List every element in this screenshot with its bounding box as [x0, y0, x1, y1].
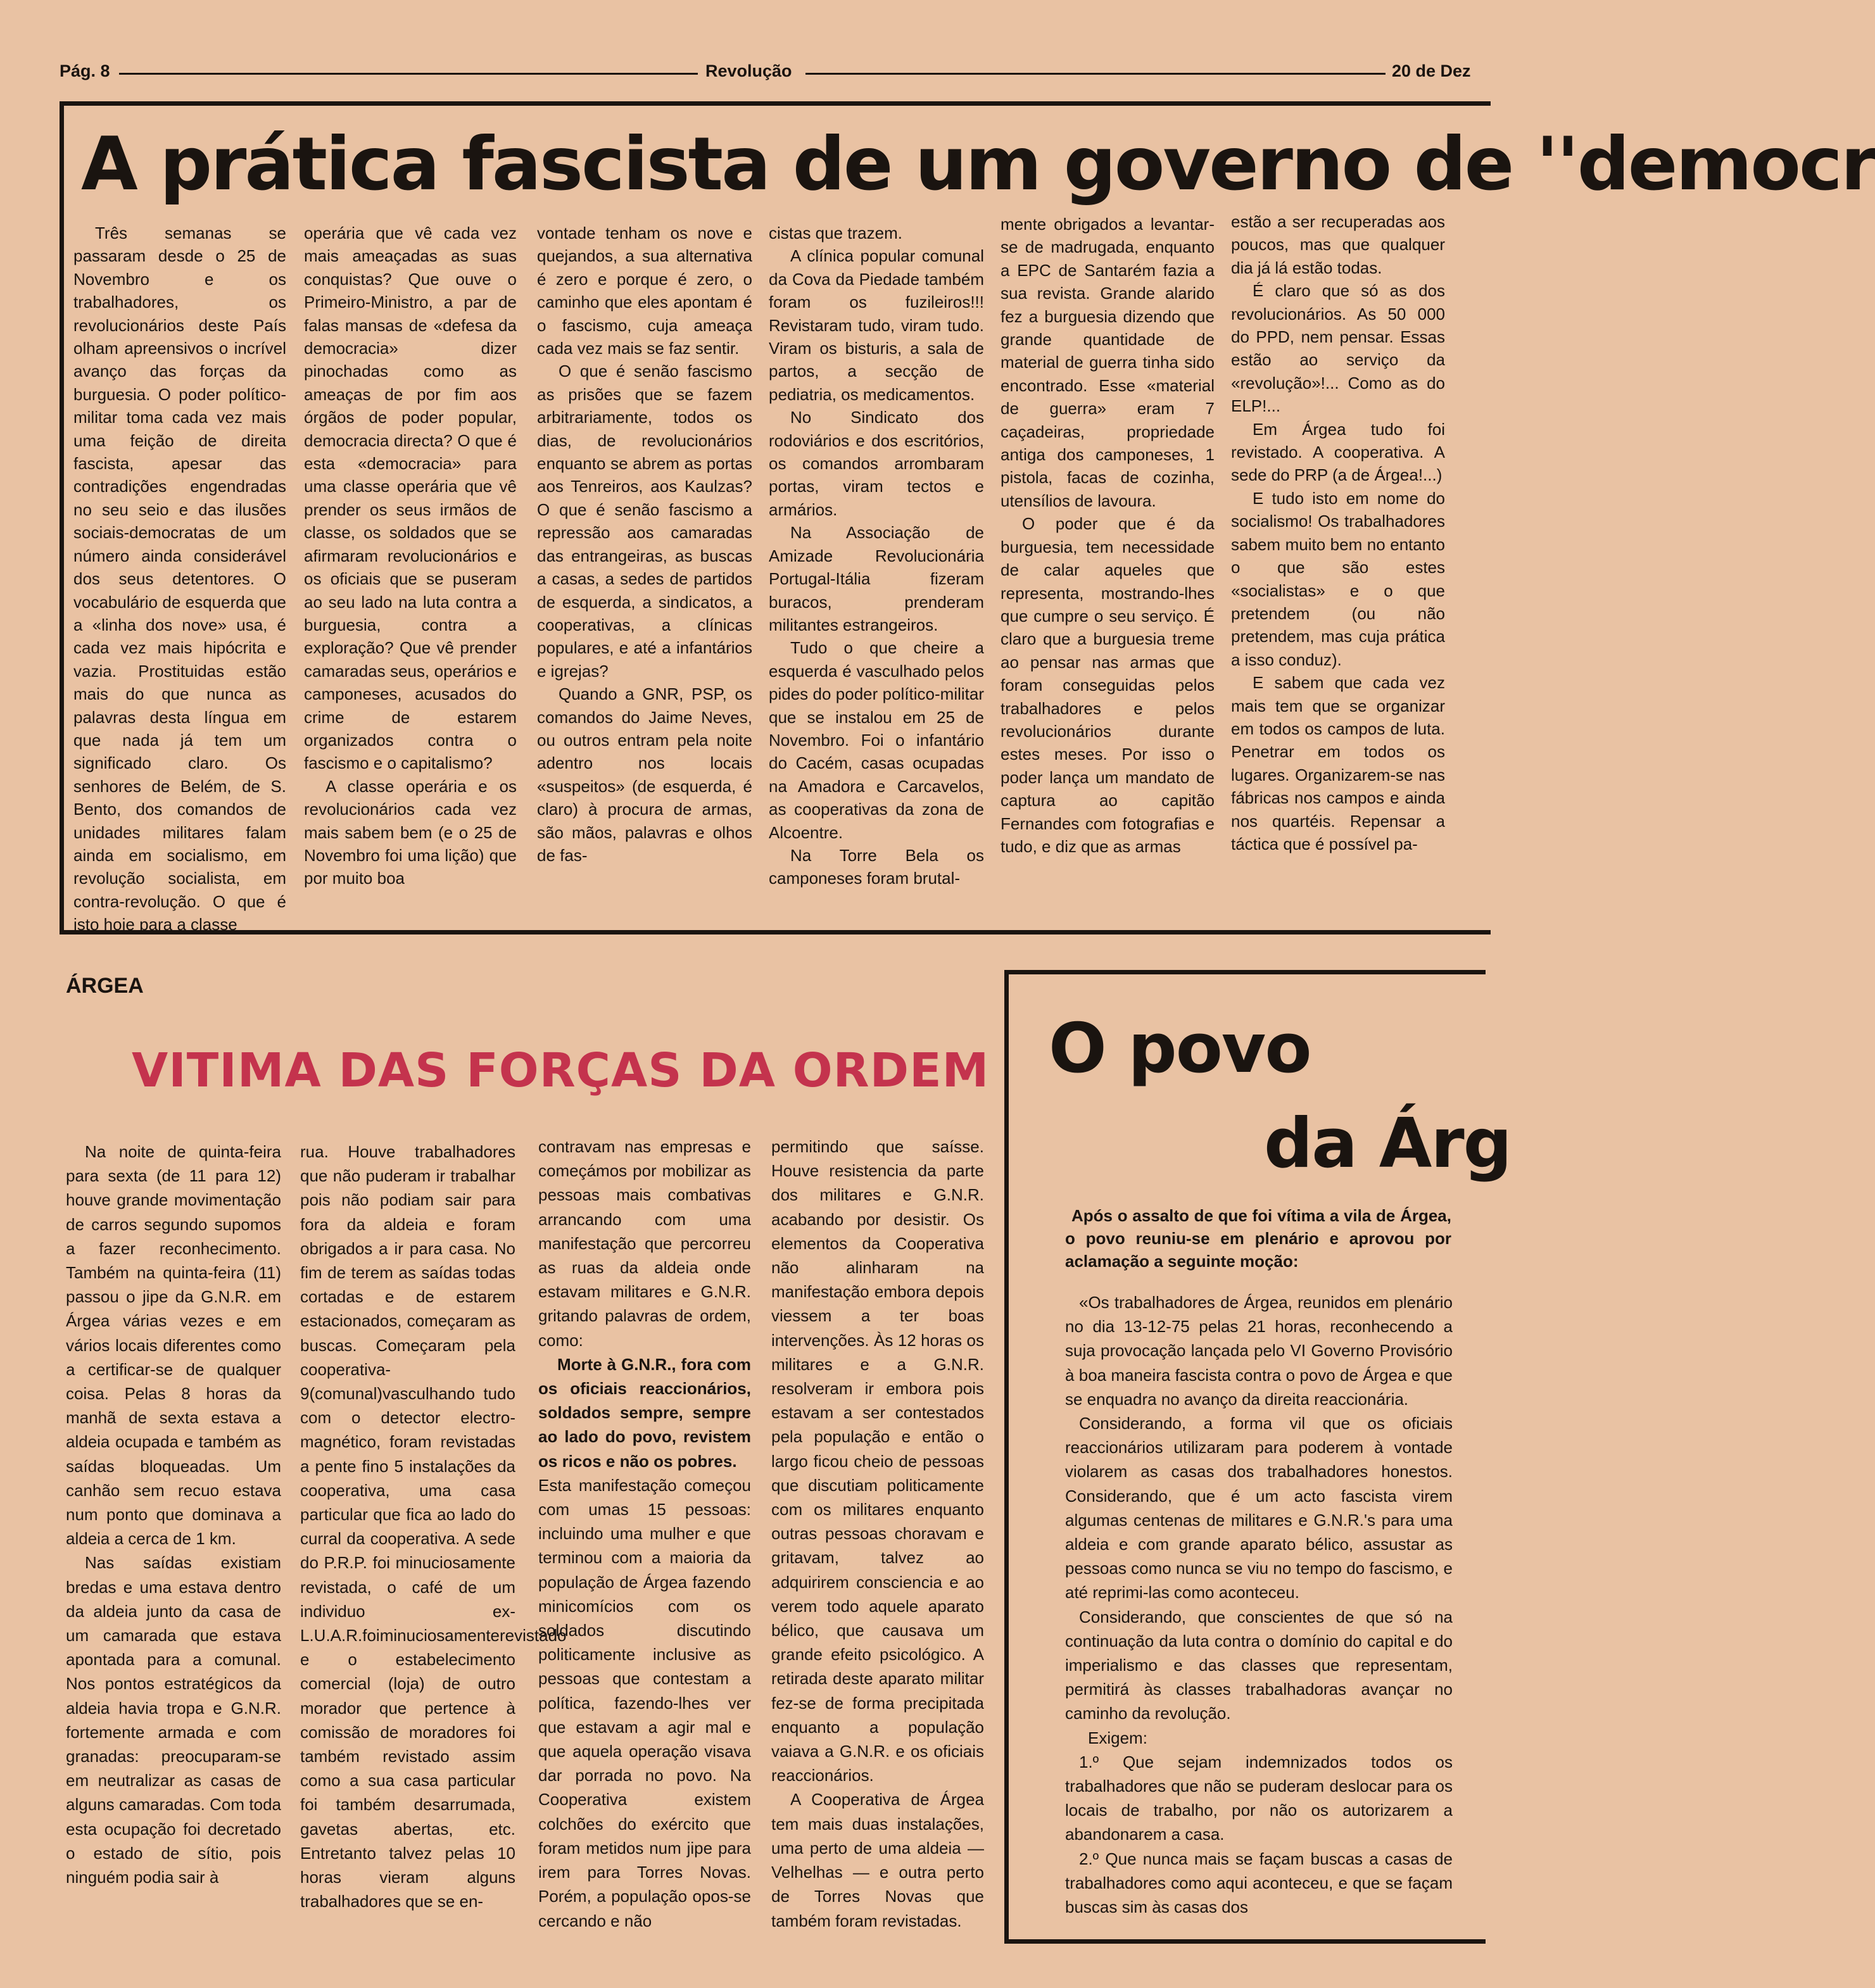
povo-title-line-1: O povo	[1049, 1009, 1311, 1088]
paragraph: permitindo que saísse. Houve resistencia da parte dos militares e G.N.R. acabando por desistir. Os elementos da Cooperativa não alinharam na manifestação embora depois viessem a ter boas intervenções. Às 12 horas os militares e a G.N.R. resolveram ir embora pois estavam a ser contestados pela população e então o largo ficou cheio de pessoas que discutiam politicamente com os militares enquanto outras pessoas choravam e gritavam, talvez ao adquirirem consciencia e ao verem todo aquele aparato bélico, que causava um grande efeito psicológico. A retirada deste aparato militar fez-se de forma precipitada enquanto a população vaiava a G.N.R. e os oficiais reaccionários.	[771, 1137, 984, 1785]
paragraph: Quando a GNR, PSP, os comandos do Jaime Neves, ou outros entram pela noite adentro nos locais «suspeitos» (de esquerda, é claro) à procura de armas, são mãos, palavras e olhos de fas-	[537, 684, 752, 865]
argea-column-3	[538, 1135, 751, 1956]
section-label: ÁRGEA	[66, 974, 144, 998]
page-number: Pág. 8	[60, 61, 110, 80]
paragraph: «Os trabalhadores de Árgea, reunidos em plenário no dia 13-12-75 pelas 21 horas, reconhecendo a suja provocação lançada pelo VI Governo Provisório à boa maneira fascista contra o povo de Árgea e que se enquadra no avanço da direita reaccionária.	[1065, 1293, 1453, 1409]
top-article-column-2	[304, 222, 517, 923]
paragraph: E tudo isto em nome do socialismo! Os trabalhadores sabem muito bem no entanto o que são estes «socialistas» e o que pretendem (ou não pretendem, mas cuja prática a isso conduz).	[1231, 488, 1445, 669]
paragraph: Em Árgea tudo foi revistado. A cooperativa. A sede do PRP (a de Árgea!...)	[1231, 419, 1445, 485]
povo-intro: Após o assalto de que foi vítima a vila de Árgea, o povo reuniu-se em plenário e aprovou por aclamação a seguinte moção:	[1065, 1206, 1451, 1271]
header-rule-left	[119, 73, 698, 75]
povo-title-line-2: da Árg	[1264, 1104, 1511, 1183]
povo-body	[1065, 1290, 1453, 1936]
top-article-headline: A prática fascista de um governo de ''democr	[81, 122, 1875, 207]
top-article-column-4	[769, 222, 984, 923]
paragraph: O que é senão fascismo as prisões que se fazem arbitrariamente, todos os dias, de revolucionários enquanto se abrem as portas aos Tenreiros, aos Kaulzas? O que é senão fascismo a repressão aos camaradas das entrangeiras, as buscas a casas, a sedes de partidos de esquerda, a sindicatos, a cooperativas, a clínicas populares, e até a infantários e igrejas?	[537, 362, 752, 681]
paragraph: estão a ser recuperadas aos poucos, mas que qualquer dia já lá estão todas.	[1231, 212, 1445, 277]
paragraph	[538, 1352, 751, 1473]
paragraph: Considerando, que conscientes de que só na continuação da luta contra o domínio do capital e do imperialismo e das classes que representam, permitirá às classes trabalhadoras avançar no caminho da revolução.	[1065, 1607, 1453, 1723]
paragraph: Esta manifestação começou com umas 15 pessoas: incluindo uma mulher e que terminou com a maioria da população de Árgea fazendo minicomícios com os soldados discutindo politicamente inclusive as pessoas que contestam a política, fazendo-lhes ver que estavam a agir mal e que aquela operação visava dar porrada no povo. Na Cooperativa existem colchões do exército que foram metidos num jipe para irem para Torres Novas. Porém, a população opos-se cercando e não	[538, 1475, 751, 1930]
paragraph: Três semanas se passaram desde o 25 de Novembro e os trabalhadores, os revolucionários deste País olham apreensivos o incrível avanço das forças da burguesia. O poder político-militar toma cada vez mais uma feição de direita fascista, apesar das contradições engendradas no seu seio e das ilusões sociais-democratas de um número ainda considerável dos seus detentores. O vocabulário de esquerda que a «linha dos nove» usa, é cada vez mais hipócrita e vazia. Prostituidas estão mais do que nunca as palavras desta língua em que nada já tem um significado claro. Os senhores de Belém, de S. Bento, dos comandos de unidades militares falam ainda em socialismo, em revolução socialista, em contra-revolução. O que é isto hoje para a classe	[73, 223, 286, 934]
paragraph: cistas que trazem.	[769, 223, 902, 242]
demand-item: 2.º Que nunca mais se façam buscas a casas de trabalhadores como aqui aconteceu, e que se façam buscas sim às casas dos	[1065, 1849, 1453, 1917]
paragraph: Nas saídas existiam bredas e uma estava dentro da aldeia junto da casa de um camarada que estava apontada para a comunal. Nos pontos estratégicos da aldeia havia tropa e G.N.R. fortemente armada e com granadas: preocuparam-se em neutralizar as casas de alguns camaradas. Com toda esta ocupação foi decretado o estado de sítio, pois ninguém podia sair à	[66, 1553, 281, 1887]
top-article-column-6	[1231, 210, 1445, 923]
issue-date: 20 de Dez	[1392, 61, 1471, 80]
newspaper-name: Revolução	[705, 61, 792, 80]
argea-headline: VITIMA DAS FORÇAS DA ORDEM	[132, 1043, 990, 1098]
paragraph: contravam nas empresas e começámos por mobilizar as pessoas mais combativas arrancando com uma manifestação que percorreu as ruas da aldeia onde estavam militares e G.N.R. gritando palavras de ordem, como:	[538, 1137, 751, 1350]
header-rule-right	[805, 73, 1386, 75]
paragraph: A clínica popular comunal da Cova da Piedade também foram os fuzileiros!!! Revistaram tudo, viram tudo. Viram os bisturis, a sala de partos, a secção de pediatria, os medicamentos.	[769, 246, 984, 404]
demand-item: 1.º Que sejam indemnizados todos os trabalhadores que não se puderam deslocar para os locais de trabalho, por não os autorizarem a abandonarem a casa.	[1065, 1752, 1453, 1844]
argea-column-4	[771, 1135, 984, 1956]
top-article-column-5	[1001, 213, 1215, 923]
paragraph: Tudo o que cheire a esquerda é vasculhado pelos pides do poder político-militar que se instalou em 25 de Novembro. Foi o infantário do Cacém, casas ocupadas na Amadora e Carcavelos, as cooperativas da zona de Alcoentre.	[769, 638, 984, 842]
argea-column-1	[66, 1140, 281, 1956]
paragraph: rua. Houve trabalhadores que não puderam ir trabalhar pois não podiam sair para fora da aldeia e foram obrigados a ir para casa. No fim de terem as saídas todas cortadas e de estarem estacionados, começaram as buscas. Começaram pela cooperativa-9(comunal)vasculhando tudo com o detector electro-magnético, foram revistadas a pente fino 5 instalações da cooperativa, uma casa particular que fica ao lado do curral da cooperativa. A sede do P.R.P. foi minuciosamente revistada, o café de um individuo ex-L.U.A.R.foiminuciosamenterevistado e o estabelecimento comercial (loja) de outro morador que pertence à comissão de moradores foi também revistado assim como a sua casa particular foi também desarrumada, gavetas abertas, etc. Entretanto talvez pelas 10 horas vieram alguns trabalhadores que se en-	[300, 1142, 567, 1911]
paragraph: Na Associação de Amizade Revolucionária Portugal-Itália fizeram buracos, prenderam militantes estrangeiros.	[769, 523, 984, 634]
argea-column-2	[300, 1140, 567, 1956]
slogans: Morte à G.N.R., fora com os oficiais reaccionários, soldados sempre, sempre ao lado do povo, revistem os ricos e não os pobres.	[538, 1354, 751, 1471]
paragraph: O poder que é da burguesia, tem necessidade de calar aqueles que representa, mostrando-lhes que cumpre o seu serviço. É claro que a burguesia treme ao pensar nas armas que foram conseguidas pelos trabalhadores e pelos revolucionários durante estes meses. Por isso o poder lança um mandato de captura ao capitão Fernandes com fotografias e tudo, e diz que as armas	[1001, 514, 1215, 856]
paragraph: mente obrigados a levantar-se de madrugada, enquanto a EPC de Santarém fazia a sua revista. Grande alarido fez a burguesia dizendo que grande quantidade de material de guerra tinha sido encontrado. Esse «material de guerra» eram 7 caçadeiras, propriedade antiga dos camponeses, 1 pistola, facas de cozinha, utensílios de lavoura.	[1001, 215, 1215, 510]
paragraph: operária que vê cada vez mais ameaçadas as suas conquistas? Que ouve o Primeiro-Ministro, a par de falas mansas de «defesa da democracia» dizer pinochadas como as ameaças de por fim aos órgãos de poder popular, democracia directa? O que é esta «democracia» para uma classe operária que vê prender os seus irmãos de classe, os soldados que se afirmaram revolucionários e os oficiais que se puseram ao seu lado na luta contra a burguesia, contra a exploração? Que vê prender camaradas seus, operários e camponeses, acusados do crime de estarem organizados contra o fascismo e o capitalismo?	[304, 223, 517, 773]
paragraph: É claro que só as dos revolucionários. As 50 000 do PPD, nem pensar. Essas estão ao serviço da «revolução»!... Como as do ELP!...	[1231, 281, 1445, 416]
paragraph: Na noite de quinta-feira para sexta (de 11 para 12) houve grande movimentação de carros segundo supomos a fazer reconhecimento. Também na quinta-feira (11) passou o jipe da G.N.R. em Árgea várias vezes e em vários locais diferentes como a certificar-se de qualquer coisa. Pelas 8 horas da manhã de sexta estava a aldeia ocupada e também as saídas bloqueadas. Um canhão sem recuo estava num ponto que dominava a aldeia a cerca de 1 km.	[66, 1142, 281, 1549]
top-article-column-3	[537, 222, 752, 923]
paragraph: E sabem que cada vez mais tem que se organizar em todos os campos de luta. Penetrar em todos os lugares. Organizarem-se nas fábricas nos campos e ainda nos quartéis. Repensar a táctica que é possível pa-	[1231, 673, 1445, 853]
paragraph: A Cooperativa de Árgea tem mais duas instalações, uma perto de uma aldeia — Velhelhas — e outra perto de Torres Novas que também foram revistadas.	[771, 1790, 984, 1930]
demands-heading: Exigem:	[1088, 1728, 1147, 1747]
paragraph: Na Torre Bela os camponeses foram brutal-	[769, 845, 984, 888]
top-article-column-1	[73, 222, 286, 934]
paragraph: Considerando, a forma vil que os oficiais reaccionários utilizaram para poderem à vontade violarem as casas dos trabalhadores honestos. Considerando, que é um acto fascista virem algumas centenas de militares e G.N.R.'s para uma aldeia e com grande aparato bélico, assustar as pessoas como nunca se viu no tempo do fascismo, e até reprimi-las como aconteceu.	[1065, 1414, 1453, 1602]
paragraph: No Sindicato dos rodoviários e dos escritórios, os comandos arrombaram portas, viram tectos e armários.	[769, 408, 984, 519]
paragraph: vontade tenham os nove e quejandos, a sua alternativa é zero e porque é zero, o caminho que eles apontam é o fascismo, cuja ameaça cada vez mais se faz sentir.	[537, 223, 752, 358]
paragraph: A classe operária e os revolucionários cada vez mais sabem bem (e o 25 de Novembro foi uma lição) que por muito boa	[304, 776, 517, 888]
